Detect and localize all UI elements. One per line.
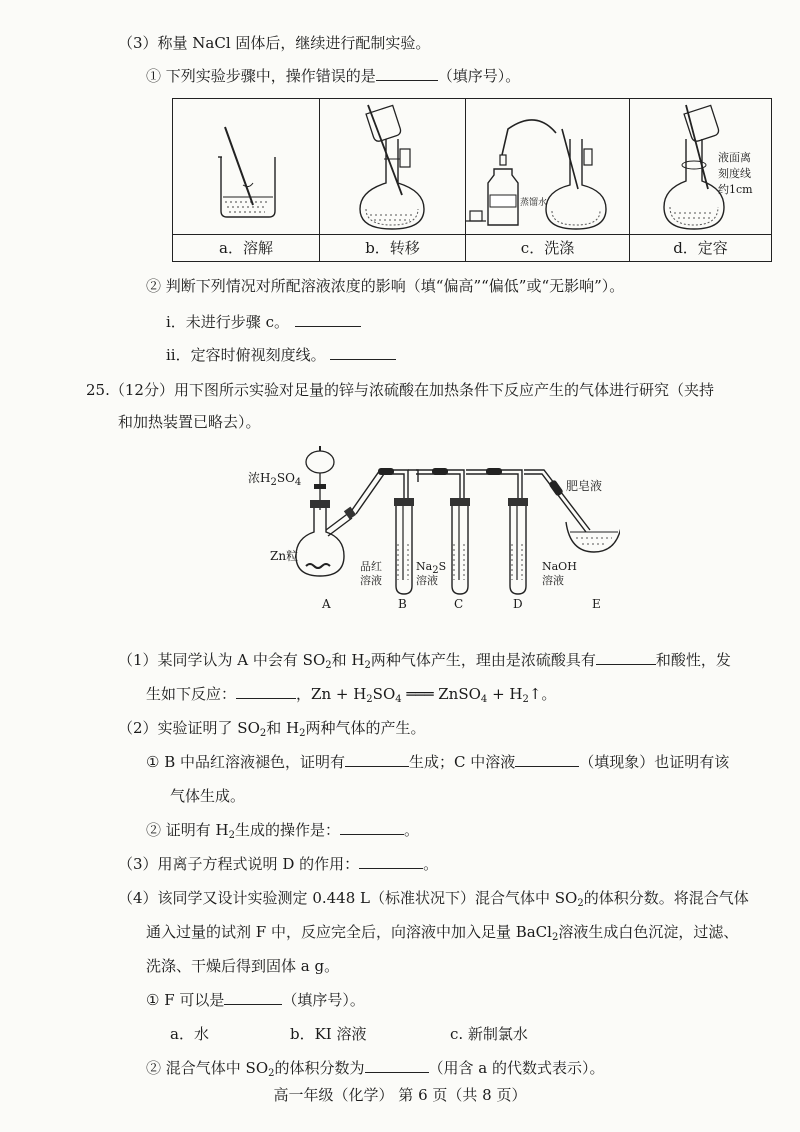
option-a[interactable]: a．水 (170, 1025, 209, 1043)
zn-label: Zn粒 (270, 549, 299, 563)
q24-sub1 (146, 66, 520, 86)
step-cell-d (630, 99, 771, 261)
q24-i-text: i．未进行步骤 c。 (166, 313, 289, 331)
label-B: B (398, 597, 407, 611)
apparatus-diagram (240, 440, 620, 620)
q25-intro-1: 25.（12分）用下图所示实验对足量的锌与浓硫酸在加热条件下反应产生的气体进行研究（夹持 (86, 381, 714, 399)
q25-p4-cont: 通入过量的试剂 F 中，反应完全后，向溶液中加入足量 BaCl$_2$溶液生成白色沉淀，过滤、 (146, 923, 739, 943)
q25-options (170, 1024, 528, 1044)
note-d-line2: 刻度线 (718, 167, 751, 180)
q24-sub2: ② 判断下列情况对所配溶液浓度的影响（填“偏高”“偏低”或“无影响”）。 (146, 277, 625, 295)
step-cell-a (173, 99, 320, 261)
step-cell-c (466, 99, 630, 261)
acid-label: 浓$H_2SO_4$ (248, 471, 302, 488)
label-E: E (592, 597, 601, 611)
beaker-stirring-icon (173, 99, 320, 235)
note-d-line3: 约1cm (718, 183, 753, 196)
q25-p3: （3）用离子方程式说明 D 的作用： 。 (118, 855, 439, 873)
answer-blank[interactable] (345, 752, 409, 767)
label-C: C (454, 597, 464, 611)
label-D: D (513, 597, 523, 611)
step-label-d: d．定容 (630, 234, 771, 261)
note-d-line1: 液面离 (718, 151, 751, 164)
c-reagent-1: $Na_2S$ (416, 560, 447, 576)
q24-ii (166, 345, 396, 365)
q24-ii-text: ii．定容时俯视刻度线。 (166, 346, 326, 364)
q25-p2: （2）实验证明了 $SO_2$和 $H_2$两种气体的产生。 (118, 719, 426, 739)
q25-p2-1-cont: 气体生成。 (170, 787, 246, 805)
q25-p1: （1）某同学认为 A 中会有 $SO_2$和 $H_2$两种气体产生，理由是浓硫酸具有 和酸性，发 (118, 651, 731, 671)
q25-p2-1: ① B 中品红溶液褪色，证明有 生成；C 中溶液 （填现象）也证明有该 (146, 753, 730, 771)
answer-blank[interactable] (236, 684, 296, 699)
step-cell-b (320, 99, 466, 261)
answer-blank[interactable] (359, 854, 423, 869)
q24-sub1-text: ① 下列实验步骤中，操作错误的是 (146, 67, 376, 85)
answer-blank[interactable] (376, 66, 438, 81)
q25-p4-2: ② 混合气体中 $SO_2$的体积分数为 （用含 a 的代数式表示）。 (146, 1059, 605, 1079)
step-label-a: a．溶解 (173, 234, 319, 261)
q25-p4: （4）该同学又设计实验测定 0.448 L（标准状况下）混合气体中 $SO_2$的体积分数。将混合气体 (118, 889, 749, 909)
label-A: A (322, 597, 331, 611)
d-reagent-2: 溶液 (542, 574, 564, 587)
answer-blank[interactable] (365, 1058, 429, 1073)
step-label-b: b．转移 (320, 234, 465, 261)
option-b[interactable]: b．KI 溶液 (290, 1025, 367, 1043)
page-footer: 高一年级（化学） 第 6 页（共 8 页） (273, 1086, 527, 1104)
b-reagent-1: 品红 (360, 560, 382, 573)
b-reagent-2: 溶液 (360, 574, 382, 587)
d-reagent-1: NaOH (542, 560, 577, 573)
q24-i (166, 312, 361, 332)
option-c[interactable]: c. 新制氯水 (450, 1025, 528, 1043)
q25-intro-2: 和加热装置已略去）。 (118, 413, 261, 431)
answer-blank[interactable] (596, 650, 656, 665)
q25-p2-2: ② 证明有 $H_2$生成的操作是： 。 (146, 821, 420, 841)
q25-p4-cont2: 洗涤、干燥后得到固体 a g。 (146, 957, 340, 975)
c-reagent-2: 溶液 (416, 574, 438, 587)
q25-p4-1: ① F 可以是 （填序号）。 (146, 991, 365, 1009)
answer-blank[interactable] (295, 312, 361, 327)
soap-label: 肥皂液 (566, 479, 603, 493)
q24-sub1-tail: （填序号）。 (437, 67, 521, 85)
answer-blank[interactable] (224, 990, 282, 1005)
step-label-c: c．洗涤 (466, 234, 629, 261)
wash-bottle-flask-icon (466, 99, 630, 235)
steps-table (172, 98, 772, 262)
answer-blank[interactable] (515, 752, 579, 767)
q24-part3-intro: （3）称量 NaCl 固体后，继续进行配制实验。 (118, 34, 431, 52)
volumetric-flask-transfer-icon (320, 99, 466, 235)
q25-p1-reaction: 生如下反应： ，$Zn + H_2SO_4$ ═══ ZnSO$_4$ + $H_2↑$。 (146, 685, 557, 705)
bottle-label: 蒸馏水 (520, 198, 548, 208)
answer-blank[interactable] (340, 820, 404, 835)
answer-blank[interactable] (330, 345, 396, 360)
